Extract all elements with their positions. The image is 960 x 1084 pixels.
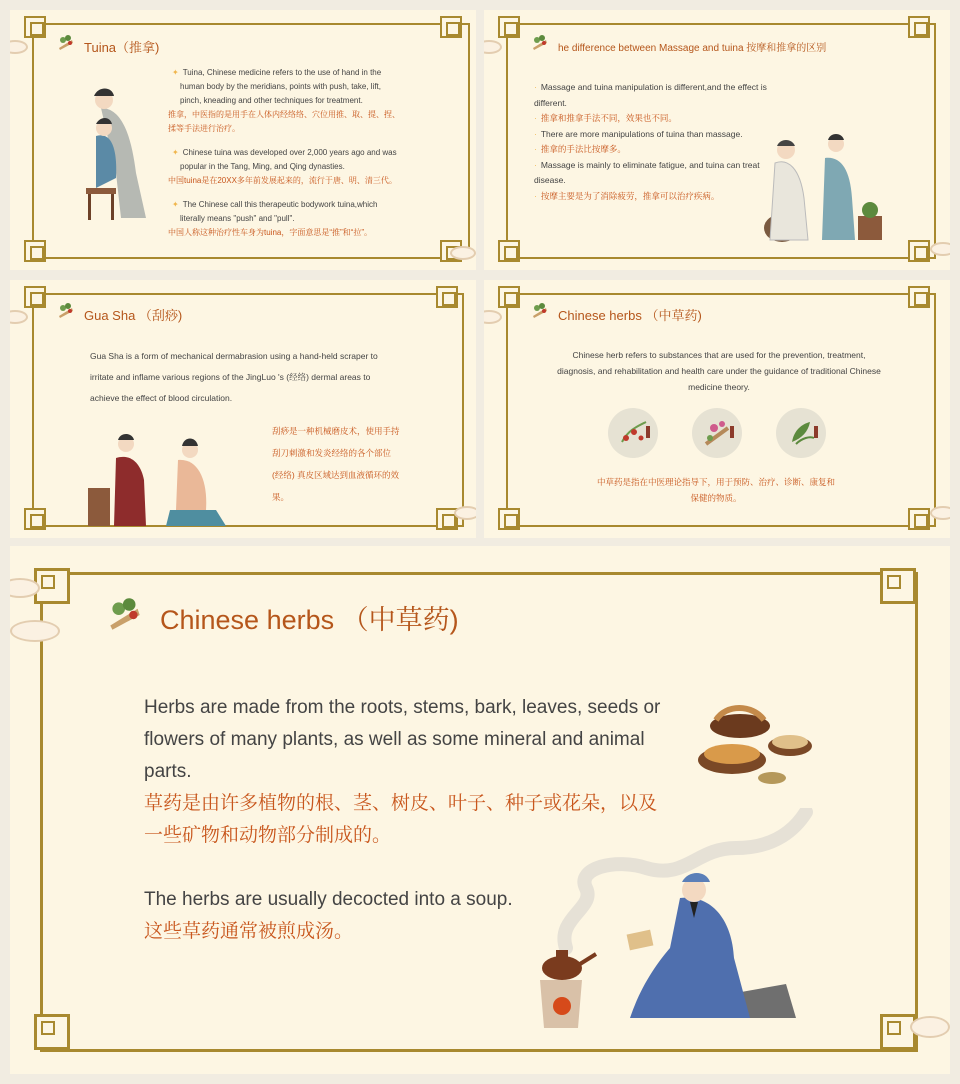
bullet-icon: ·	[534, 113, 537, 123]
herb-bundle-icon	[104, 596, 146, 634]
frame-corner-icon	[498, 286, 520, 308]
frame-corner-icon	[880, 568, 916, 604]
slide-title: Chinese herbs （中草药)	[558, 308, 702, 323]
tuina-illustration	[76, 78, 156, 228]
herb-image	[776, 408, 826, 458]
herbs-description-en: Chinese herb refers to substances that are used for the prevention, treatment, diagnosis, and rehabilitation and health care under the guidance of traditional Chinese medicine theory.	[557, 350, 881, 392]
cloud-ornament-icon	[484, 40, 502, 54]
slide-title: he difference between Massage and tuina 按摩和推拿的区别	[558, 43, 827, 54]
herbs-paragraph-en: Herbs are made from the roots, stems, bark, leaves, seeds or flowers of many plants, as well as some mineral and animal parts.	[144, 697, 661, 782]
frame-corner-icon	[908, 240, 930, 262]
list-item: · There are more manipulations of tuina than massage.	[534, 128, 743, 139]
slide-title: Tuina（推拿)	[84, 40, 160, 55]
bullet-icon: ·	[534, 190, 537, 201]
bullet-icon: ·	[534, 144, 537, 154]
cloud-ornament-icon	[930, 242, 950, 256]
slide-guasha[interactable]	[10, 280, 476, 538]
frame-corner-icon	[24, 240, 46, 262]
bullet-zh: 推拿，中医指的是用手在人体内经络络、穴位用推、取、提、捏、揉等手法进行治疗。	[168, 110, 400, 133]
herbs-paragraph-zh: 草药是由许多植物的根、茎、树皮、叶子、种子或花朵，以及一些矿物和动物部分制成的。	[144, 793, 658, 846]
cloud-ornament-icon	[450, 246, 476, 260]
bullet-icon: ✦	[172, 68, 179, 77]
frame-corner-icon	[908, 508, 930, 530]
herb-image	[608, 408, 658, 458]
frame-corner-icon	[34, 1014, 70, 1050]
list-item: · 按摩主要是为了消除疲劳，推拿可以治疗疾病。	[534, 190, 720, 201]
herb-bundle-icon	[530, 302, 550, 320]
bullet-en: ✦ The Chinese call this therapeutic bodywork tuina,which literally means "push" and "pull".	[172, 200, 378, 223]
medicine-stove-illustration	[530, 940, 600, 1030]
cloud-ornament-icon	[10, 620, 60, 642]
bullet-icon: ·	[534, 128, 537, 139]
slide-tuina[interactable]	[10, 10, 476, 270]
difference-list	[534, 80, 770, 204]
list-item: · 推拿和推拿手法不同，效果也不同。	[534, 113, 677, 123]
frame-corner-icon	[440, 16, 462, 38]
bullet-zh: 中国tuina是在20XX多年前发展起来的，流行于唐、明、清三代。	[168, 176, 397, 185]
herb-bundle-icon	[530, 34, 550, 52]
herbs-paragraph-zh: 这些草药通常被煎成汤。	[144, 921, 354, 942]
tuina-bullets	[168, 66, 404, 240]
frame-corner-icon	[436, 286, 458, 308]
slide-difference[interactable]	[484, 10, 950, 270]
bullet-en: ✦ Tuina, Chinese medicine refers to the use of hand in the human body by the meridians, points with push, take, lift, pinch, kneading and other techniques for treatment.	[172, 68, 382, 105]
frame-corner-icon	[24, 286, 46, 308]
cloud-ornament-icon	[10, 310, 28, 324]
herbs-description-zh: 中草药是指在中医理论指导下，用于预防、治疗、诊断、康复和保健的物质。	[596, 477, 835, 503]
pulse-diagnosis-illustration	[760, 128, 890, 246]
frame-corner-icon	[908, 286, 930, 308]
herb-bundle-icon	[56, 302, 76, 320]
guasha-illustration	[86, 430, 246, 526]
frame-corner-icon	[498, 16, 520, 38]
frame-corner-icon	[880, 1014, 916, 1050]
bullet-en: ✦ Chinese tuina was developed over 2,000 years ago and was popular in the Tang, Ming, and Qing dynasties.	[172, 148, 397, 171]
herbalist-illustration	[610, 868, 800, 1028]
guasha-description-zh: 刮痧是一种机械磨皮术，使用手持刮刀刺激和发炎经络的各个部位(经络) 真皮区域达到血液循环的效果。	[272, 426, 400, 502]
herb-bowls-illustration	[696, 698, 816, 788]
slide-herbs-large[interactable]	[10, 546, 950, 1074]
herbs-paragraph-en: The herbs are usually decocted into a soup.	[144, 889, 513, 910]
bullet-icon: ·	[534, 82, 537, 92]
frame-corner-icon	[498, 508, 520, 530]
frame-corner-icon	[24, 16, 46, 38]
bullet-icon: ✦	[172, 148, 179, 157]
cloud-ornament-icon	[10, 40, 28, 54]
list-item: · 推拿的手法比按摩多。	[534, 144, 626, 154]
cloud-ornament-icon	[910, 1016, 950, 1038]
bullet-zh: 中国人称这种治疗性车身为tuina，字面意思是“推”和“拉”。	[168, 228, 373, 237]
slide-herbs-small[interactable]	[484, 280, 950, 538]
bullet-icon: ✦	[172, 200, 179, 209]
cloud-ornament-icon	[454, 506, 476, 520]
herb-bundle-icon	[56, 34, 76, 52]
list-item: · Massage is mainly to eliminate fatigue, and tuina can treat disease.	[534, 159, 760, 185]
bullet-icon: ·	[534, 159, 537, 170]
frame-corner-icon	[908, 16, 930, 38]
herb-image	[692, 408, 742, 458]
cloud-ornament-icon	[484, 310, 502, 324]
guasha-description-en: Gua Sha is a form of mechanical dermabrasion using a hand-held scraper to irritate and inflame various regions of the JingLuo 's (经络) dermal areas to achieve the effect of blood circulation.	[90, 351, 378, 403]
frame-corner-icon	[498, 240, 520, 262]
list-item: · Massage and tuina manipulation is different,and the effect is different.	[534, 82, 767, 108]
frame-corner-icon	[24, 508, 46, 530]
slide-title: Chinese herbs （中草药)	[160, 605, 459, 635]
slide-title: Gua Sha （刮痧)	[84, 308, 183, 323]
cloud-ornament-icon	[930, 506, 950, 520]
